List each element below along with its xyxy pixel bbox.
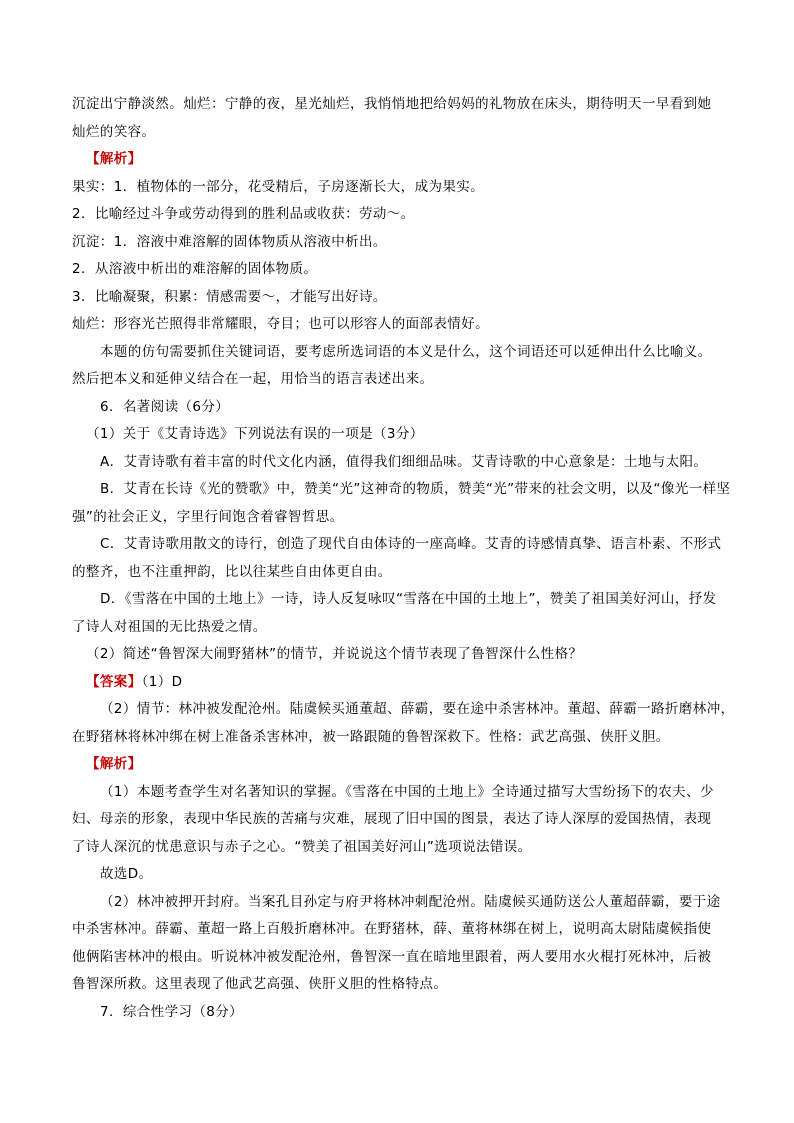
text-line: 然后把本义和延伸义结合在一起，用恰当的语言表述出来。 [72,371,434,387]
answer-text: 在野猪林将林冲绑在树上准备杀害林冲，被一路跟随的鲁智深救下。性格：武艺高强、侠肝义胆。 [72,728,670,745]
text-line: 果实：1．植物体的一部分，花受精后，子房逐渐长大，成为果实。 [72,178,485,195]
option-c: C．艾青诗歌用散文的诗行，创造了现代自由体诗的一座高峰。艾青的诗感情真挚、语言朴素、不形式 [100,536,722,552]
text-line: 了诗人深沉的忧患意识与赤子之心。“赞美了祖国美好河山”选项说法错误。 [72,838,532,855]
answer-tag: 【答案】 [86,673,142,690]
text-line: 中杀害林冲。薛霸、董超一路上百般折磨林冲。在野猪林，薛、董将林绑在树上，说明高太尉陆虞候指使 [72,921,712,937]
analysis-tag: 【解析】 [86,756,142,772]
text-line: 沉淀出宁静淡然。灿烂：宁静的夜，星光灿烂，我悄悄地把给妈妈的礼物放在床头，期待明天一早看到她 [72,96,712,112]
document-page [72,91,735,1026]
text-line: 本题的仿句需要抓住关键词语，要考虑所选词语的本义是什么，这个词语还可以延伸出什么比喻义。 [100,343,712,360]
text-line: 沉淀：1．溶液中难溶解的固体物质从溶液中析出。 [72,233,387,250]
question-heading: 6．名著阅读（6分） [100,398,230,415]
text-line: 他俩陷害林冲的根由。听说林冲被发配沧州，鲁智深一直在暗地里跟着，两人要用水火棍打死林冲，后被 [72,948,712,965]
question-heading: 7．综合性学习（8分） [100,1003,244,1020]
option-d-cont: 了诗人对祖国的无比热爱之情。 [72,618,267,635]
question-text: （2）简述“鲁智深大闹野猪林”的情节，并说说这个情节表现了鲁智深什么性格？ [86,646,583,662]
text-line: 故选D。 [100,866,153,882]
text-line: （1）本题考查学生对名著知识的掌握。《雪落在中国的土地上》全诗通过描写大雪纷扬下的农夫、少 [100,783,714,800]
option-b-cont: 强”的社会正义，字里行间饱含着睿智哲思。 [72,508,344,525]
question-text: （1）关于《艾青诗选》下列说法有误的一项是（3分） [86,426,424,442]
answer-line [72,669,722,697]
text-line: （2）林冲被押开封府。当案孔目孙定与府尹将林冲刺配沧州。陆虞候买通防送公人董超薛霸，要于途 [100,893,721,910]
text-line: 2．从溶液中析出的难溶解的固体物质。 [72,261,318,277]
text-line: 妇、母亲的形象，表现中华民族的苦痛与灾难，展现了旧中国的图景，表达了诗人深厚的爱国热情，表现 [72,811,712,827]
text-line: 灿烂：形容光芒照得非常耀眼，夺目；也可以形容人的面部表情好。 [72,316,489,332]
option-c-cont: 的整齐，也不注重押韵，比以往某些自由体更自由。 [72,563,392,580]
answer-text: （1）D [141,673,183,690]
option-a: A．艾青诗歌有着丰富的时代文化内涵，值得我们细细品味。艾青诗歌的中心意象是：土地与太阳。 [100,453,708,470]
text-line: 3．比喻凝聚，积累：情感需要～，才能写出好诗。 [72,288,387,305]
analysis-heading [72,751,722,779]
analysis-tag: 【解析】 [86,151,142,167]
text-line: 鲁智深所救。这里表现了他武艺高强、侠肝义胆的性格特点。 [72,976,448,992]
analysis-heading [72,146,722,174]
text-line: 2．比喻经过斗争或劳动得到的胜利品或收获：劳动～。 [72,206,415,222]
option-b: B．艾青在长诗《光的赞歌》中，赞美“光”这神奇的物质，赞美“光”带来的社会文明，以及“像光一样坚 [100,481,731,497]
text-line: 灿烂的笑容。 [72,123,156,140]
answer-text: （2）情节：林冲被发配沧州。陆虞候买通董超、薛霸，要在途中杀害林冲。董超、薛霸一路折磨林冲， [100,701,735,717]
option-d: D．《雪落在中国的土地上》一诗，诗人反复咏叹“雪落在中国的土地上”，赞美了祖国美好河山，抒发 [100,591,717,607]
